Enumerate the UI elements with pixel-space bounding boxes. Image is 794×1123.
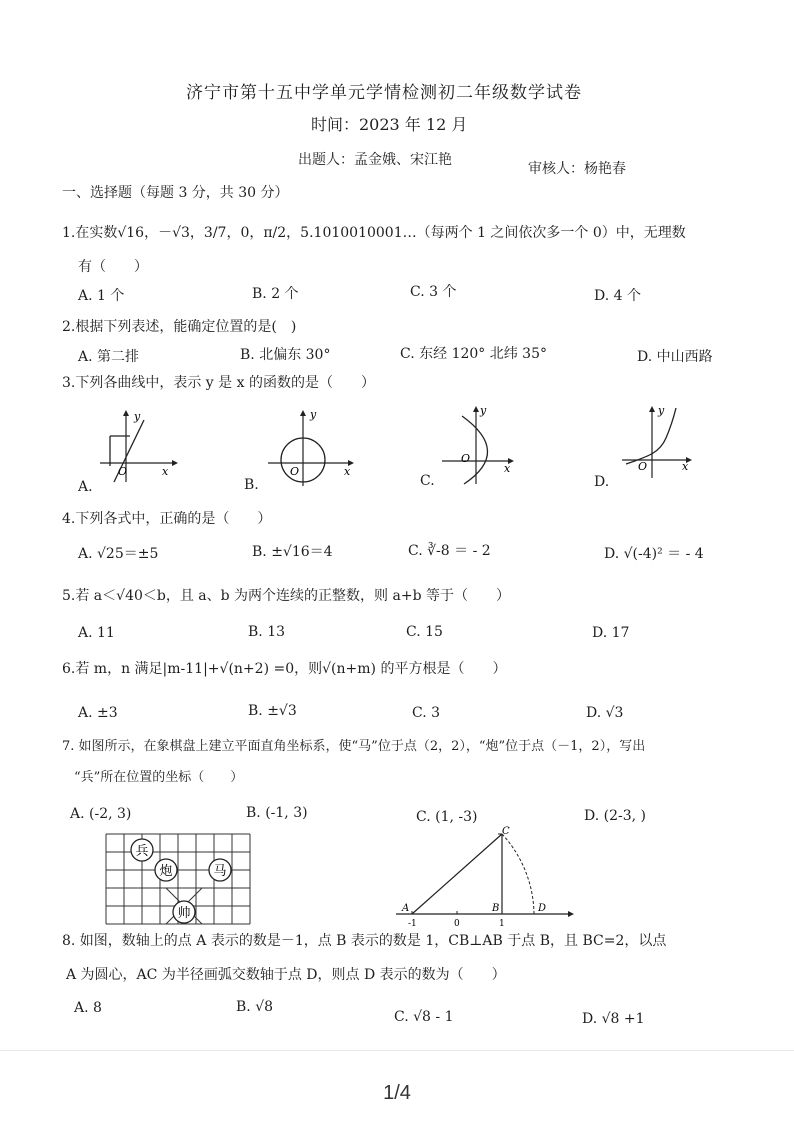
q8-option-c: C. √8 - 1 — [394, 1009, 454, 1025]
exam-authors: 出题人：孟金娥、宋江艳 — [298, 152, 452, 168]
q4-option-b: B. ±√16＝4 — [252, 544, 333, 560]
question-2-text: 2.根据下列表述，能确定位置的是( ) — [62, 319, 297, 335]
q3c-origin: O — [461, 452, 471, 465]
q3-label-c: C. — [420, 473, 435, 489]
q7-option-a: A. (-2, 3) — [70, 806, 132, 822]
q3-label-a: A. — [78, 479, 93, 495]
q3-label-b: B. — [244, 477, 259, 493]
q3d-x-label: x — [682, 460, 689, 473]
q8-option-b: B. √8 — [236, 999, 274, 1015]
q8-point-b: B — [492, 903, 500, 914]
question-1-text: 1.在实数√16，－√3，3/7，0，π/2，5.1010010001…（每两个 1 之间依次多一个 0）中，无理数 — [62, 225, 686, 241]
q2-option-d: D. 中山西路 — [637, 349, 713, 365]
question-7-text: 7. 如图所示，在象棋盘上建立平面直角坐标系，使“马”位于点（2，2），“炮”位于点（－1，2），写出 — [62, 739, 646, 754]
piece-shuai — [173, 901, 195, 923]
q8-tick-0: 0 — [454, 919, 460, 929]
exam-time: 时间：2023 年 12 月 — [311, 115, 468, 134]
exam-reviewer: 审核人：杨艳春 — [528, 161, 626, 177]
q8-point-d: D — [538, 903, 547, 914]
q1-option-d: D. 4 个 — [594, 288, 641, 304]
section-heading: 一、选择题（每题 3 分，共 30 分） — [62, 185, 289, 201]
q8-tick-neg1: -1 — [408, 919, 417, 929]
q6-option-c: C. 3 — [412, 705, 441, 721]
q2-option-b: B. 北偏东 30° — [240, 347, 331, 363]
q1-option-a: A. 1 个 — [78, 288, 125, 304]
q3b-y-label: y — [310, 408, 317, 421]
q3d-origin: O — [638, 460, 648, 473]
q5-option-c: C. 15 — [406, 624, 443, 640]
question-8-text: 8. 如图，数轴上的点 A 表示的数是－1，点 B 表示的数是 1，CB⊥AB 于点 B，且 BC=2，以点 — [62, 933, 667, 949]
q2-option-c: C. 东经 120° 北纬 35° — [400, 346, 547, 362]
piece-bing — [131, 839, 153, 861]
q7-option-c: C. (1, -3) — [416, 809, 478, 825]
question-6-text: 6.若 m，n 满足|m-11|+√(n+2) =0，则√(n+m) 的平方根是（ ） — [62, 661, 507, 677]
q4-option-a: A. √25＝±5 — [78, 546, 159, 562]
q1-option-b: B. 2 个 — [252, 286, 299, 302]
q3b-origin: O — [290, 465, 300, 478]
q6-option-b: B. ±√3 — [248, 703, 297, 719]
q4-option-c: C. ∛-8 ＝ - 2 — [408, 543, 491, 559]
q3-label-d: D. — [594, 474, 610, 490]
q3-graph-c — [442, 404, 522, 484]
question-8-text-cont: A 为圆心，AC 为半径画弧交数轴于点 D，则点 D 表示的数为（ ） — [66, 967, 506, 983]
q7-option-d: D. (2-3, ) — [584, 808, 646, 824]
q3a-x-label: x — [162, 465, 169, 478]
q4-option-d: D. √(-4)² ＝ - 4 — [604, 546, 704, 562]
q3-graph-d — [622, 404, 702, 484]
q5-option-b: B. 13 — [248, 624, 286, 640]
question-1-text-cont: 有（ ） — [78, 259, 148, 275]
question-3-text: 3.下列各曲线中，表示 y 是 x 的函数的是（ ） — [62, 375, 375, 391]
q7-chessboard — [100, 828, 260, 928]
svg-text:炮: 炮 — [159, 864, 173, 879]
q3-graph-b — [268, 408, 358, 488]
q3a-y-label: y — [134, 410, 141, 423]
q3c-x-label: x — [504, 462, 511, 475]
q1-option-c: C. 3 个 — [410, 284, 457, 300]
q8-tick-1: 1 — [499, 919, 505, 929]
q8-option-a: A. 8 — [74, 1000, 102, 1016]
page-divider — [0, 1050, 794, 1051]
svg-text:马: 马 — [213, 864, 227, 879]
question-7-text-cont: “兵”所在位置的坐标（ ） — [74, 770, 244, 785]
q3c-y-label: y — [480, 404, 487, 417]
piece-pao — [155, 859, 177, 881]
q8-option-d: D. √8 +1 — [582, 1011, 645, 1027]
q8-point-c: C — [502, 826, 510, 837]
q8-point-a: A — [402, 903, 410, 914]
q3a-origin: O — [118, 465, 128, 478]
q6-option-d: D. √3 — [586, 705, 624, 721]
piece-ma — [209, 859, 231, 881]
q8-number-line-diagram — [396, 822, 586, 929]
q3-graph-a — [100, 408, 180, 488]
q7-option-b: B. (-1, 3) — [246, 805, 308, 821]
question-4-text: 4.下列各式中，正确的是（ ） — [62, 511, 272, 527]
q3b-x-label: x — [344, 465, 351, 478]
exam-title: 济宁市第十五中学单元学情检测初二年级数学试卷 — [186, 83, 582, 103]
q3d-y-label: y — [658, 404, 665, 417]
question-5-text: 5.若 a＜√40＜b，且 a、b 为两个连续的正整数，则 a+b 等于（ ） — [62, 588, 510, 604]
q5-option-a: A. 11 — [78, 625, 115, 641]
q5-option-d: D. 17 — [592, 625, 630, 641]
q2-option-a: A. 第二排 — [78, 349, 140, 365]
svg-text:帅: 帅 — [177, 906, 191, 921]
page-number: 1/4 — [383, 1082, 411, 1104]
svg-text:兵: 兵 — [135, 844, 149, 859]
q6-option-a: A. ±3 — [78, 705, 118, 721]
